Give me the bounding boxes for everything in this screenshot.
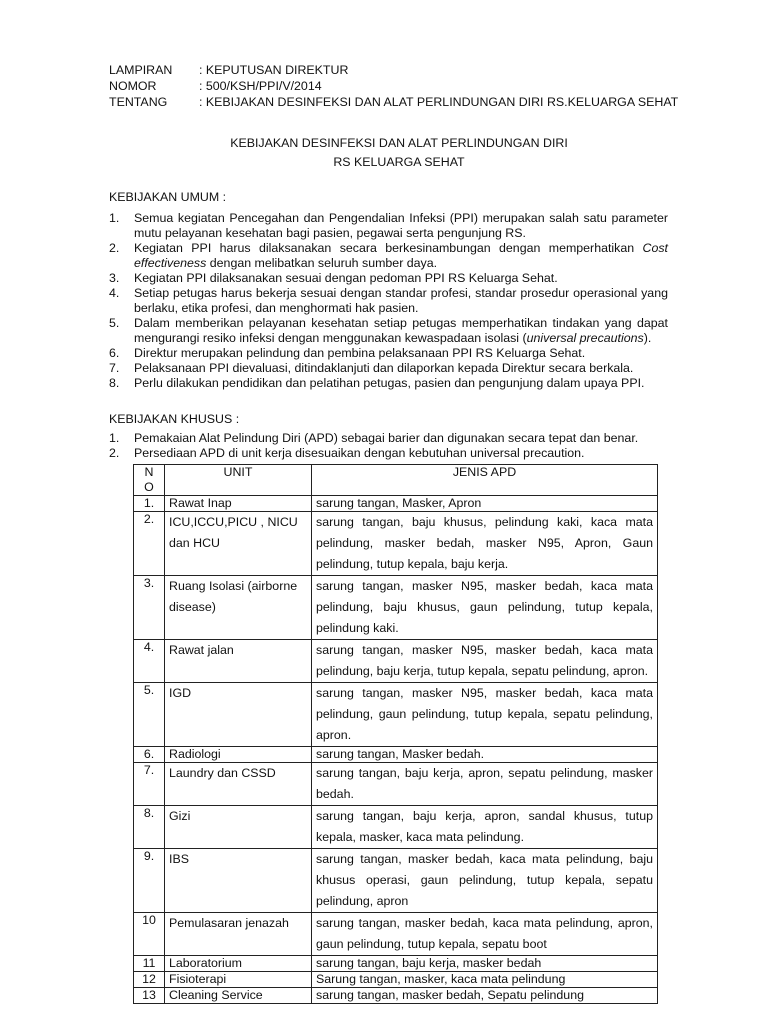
cell-no: 3.	[134, 576, 165, 640]
cell-unit: IGD	[165, 683, 312, 747]
cell-jenis: sarung tangan, masker N95, masker bedah, kaca mata pelindung, baju kerja, tutup kepala, sepatu pelindung, apron.	[312, 640, 658, 683]
item-number: 3.	[109, 271, 120, 285]
cell-jenis: sarung tangan, baju kerja, apron, sepatu pelindung, masker bedah.	[312, 763, 658, 806]
cell-unit: Laundry dan CSSD	[165, 763, 312, 806]
item-text: Dalam memberikan pelayanan kesehatan setiap petugas memperhatikan tindakan yang dapat mengurangi resiko infeksi dengan menggunakan kewaspadaan isolasi (universal precautions).	[134, 316, 668, 345]
table-row	[134, 747, 658, 763]
list-item	[109, 211, 668, 241]
header-key: NOMOR	[109, 79, 157, 93]
header-row-tentang	[109, 94, 729, 110]
cell-jenis: sarung tangan, Masker, Apron	[312, 496, 658, 512]
cell-no: 10	[134, 913, 165, 956]
cell-no: 5.	[134, 683, 165, 747]
cell-jenis: Sarung tangan, masker, kaca mata pelindung	[312, 972, 658, 988]
cell-jenis: sarung tangan, masker bedah, kaca mata pelindung, baju khusus operasi, gaun pelindung, tutup kepala, sepatu pelindung, apron	[312, 849, 658, 913]
cell-jenis: sarung tangan, baju kerja, apron, sandal khusus, tutup kepala, masker, kaca mata pelindung.	[312, 806, 658, 849]
item-number: 7.	[109, 361, 120, 375]
header-key: LAMPIRAN	[109, 63, 173, 77]
list-item	[109, 286, 668, 316]
table-row	[134, 683, 658, 747]
header-row-nomor	[109, 78, 729, 94]
item-number: 6.	[109, 346, 120, 360]
cell-no: 4.	[134, 640, 165, 683]
item-text: Kegiatan PPI dilaksanakan sesuai dengan pedoman PPI RS Keluarga Sehat.	[134, 271, 558, 285]
table-row	[134, 640, 658, 683]
table-row	[134, 956, 658, 972]
section-label-khusus: KEBIJAKAN KHUSUS :	[109, 412, 240, 426]
table-row	[134, 988, 658, 1004]
item-number: 8.	[109, 376, 120, 390]
cell-unit: Rawat jalan	[165, 640, 312, 683]
item-text: Perlu dilakukan pendidikan dan pelatihan petugas, pasien dan pengunjung dalam upaya PPI.	[134, 376, 645, 390]
item-number: 2.	[109, 241, 120, 255]
item-number: 4.	[109, 286, 120, 300]
cell-unit: Ruang Isolasi (airborne disease)	[165, 576, 312, 640]
header-value: : KEPUTUSAN DIREKTUR	[199, 63, 349, 77]
table-row	[134, 512, 658, 576]
cell-unit: Laboratorium	[165, 956, 312, 972]
policy-list-umum	[109, 211, 668, 391]
list-item	[109, 271, 668, 286]
table-row	[134, 806, 658, 849]
item-number: 1.	[109, 211, 120, 225]
cell-unit: Gizi	[165, 806, 312, 849]
header-value: : 500/KSH/PPI/V/2014	[199, 79, 322, 93]
policy-list-khusus	[109, 431, 668, 461]
document-title: KEBIJAKAN DESINFEKSI DAN ALAT PERLINDUNGAN DIRI	[230, 136, 568, 150]
list-item	[109, 316, 668, 346]
item-text: Kegiatan PPI harus dilaksanakan secara berkesinambungan dengan memperhatikan Cost effectiveness dengan melibatkan seluruh sumber daya.	[134, 241, 668, 270]
item-text: Persediaan APD di unit kerja disesuaikan dengan kebutuhan universal precaution.	[134, 446, 585, 460]
table-row	[134, 913, 658, 956]
item-text: Direktur merupakan pelindung dan pembina pelaksanaan PPI RS Keluarga Sehat.	[134, 346, 586, 360]
item-text: Semua kegiatan Pencegahan dan Pengendalian Infeksi (PPI) merupakan salah satu parameter mutu pelayanan kesehatan bagi pasien, pegawai serta pengunjung RS.	[134, 211, 668, 240]
item-text: Pemakaian Alat Pelindung Diri (APD) sebagai barier dan digunakan secara tepat dan benar.	[134, 431, 639, 445]
header-key: TENTANG	[109, 95, 168, 109]
cell-unit: Fisioterapi	[165, 972, 312, 988]
table-row	[134, 576, 658, 640]
header-unit: UNIT	[165, 465, 312, 496]
cell-no: 7.	[134, 763, 165, 806]
cell-jenis: sarung tangan, masker N95, masker bedah, kaca mata pelindung, baju khusus, gaun pelindung, tutup kepala, pelindung kaki.	[312, 576, 658, 640]
table-row	[134, 496, 658, 512]
cell-jenis: sarung tangan, masker N95, masker bedah, kaca mata pelindung, gaun pelindung, tutup kepala, sepatu pelindung, apron.	[312, 683, 658, 747]
item-number: 1.	[109, 431, 120, 445]
list-item	[109, 361, 668, 376]
item-text: Setiap petugas harus bekerja sesuai dengan standar profesi, standar prosedur operasional yang berlaku, etika profesi, dan menghormati hak pasien.	[134, 286, 668, 315]
list-item	[109, 431, 668, 446]
cell-jenis: sarung tangan, Masker bedah.	[312, 747, 658, 763]
decree-header	[109, 62, 729, 110]
cell-no: 1.	[134, 496, 165, 512]
list-item	[109, 446, 668, 461]
cell-jenis: sarung tangan, baju khusus, pelindung kaki, kaca mata pelindung, masker bedah, masker N95, Apron, Gaun pelindung, tutup kepala, baju kerja.	[312, 512, 658, 576]
cell-unit: Rawat Inap	[165, 496, 312, 512]
list-item	[109, 346, 668, 361]
cell-no: 12	[134, 972, 165, 988]
cell-unit: Radiologi	[165, 747, 312, 763]
cell-no: 6.	[134, 747, 165, 763]
cell-unit: IBS	[165, 849, 312, 913]
cell-no: 8.	[134, 806, 165, 849]
cell-jenis: sarung tangan, masker bedah, kaca mata pelindung, apron, gaun pelindung, tutup kepala, sepatu boot	[312, 913, 658, 956]
header-row-lampiran	[109, 62, 729, 78]
table-row	[134, 849, 658, 913]
item-number: 2.	[109, 446, 120, 460]
header-no: N O	[134, 465, 165, 496]
cell-unit: Cleaning Service	[165, 988, 312, 1004]
cell-no: 2.	[134, 512, 165, 576]
cell-no: 9.	[134, 849, 165, 913]
cell-no: 13	[134, 988, 165, 1004]
cell-no: 11	[134, 956, 165, 972]
cell-unit: Pemulasaran jenazah	[165, 913, 312, 956]
table-row	[134, 972, 658, 988]
cell-jenis: sarung tangan, masker bedah, Sepatu pelindung	[312, 988, 658, 1004]
cell-jenis: sarung tangan, baju kerja, masker bedah	[312, 956, 658, 972]
header-jenis-apd: JENIS APD	[312, 465, 658, 496]
table-row	[134, 763, 658, 806]
section-label-umum: KEBIJAKAN UMUM :	[109, 190, 227, 204]
item-number: 5.	[109, 316, 120, 330]
document-subtitle: RS KELUARGA SEHAT	[333, 155, 465, 169]
list-item	[109, 376, 668, 391]
table-header-row	[134, 465, 658, 496]
header-value: : KEBIJAKAN DESINFEKSI DAN ALAT PERLINDUNGAN DIRI RS.KELUARGA SEHAT	[199, 95, 679, 109]
list-item	[109, 241, 668, 271]
item-text: Pelaksanaan PPI dievaluasi, ditindaklanjuti dan dilaporkan kepada Direktur secara berkala.	[134, 361, 634, 375]
apd-table	[133, 464, 658, 1004]
cell-unit: ICU,ICCU,PICU , NICU dan HCU	[165, 512, 312, 576]
